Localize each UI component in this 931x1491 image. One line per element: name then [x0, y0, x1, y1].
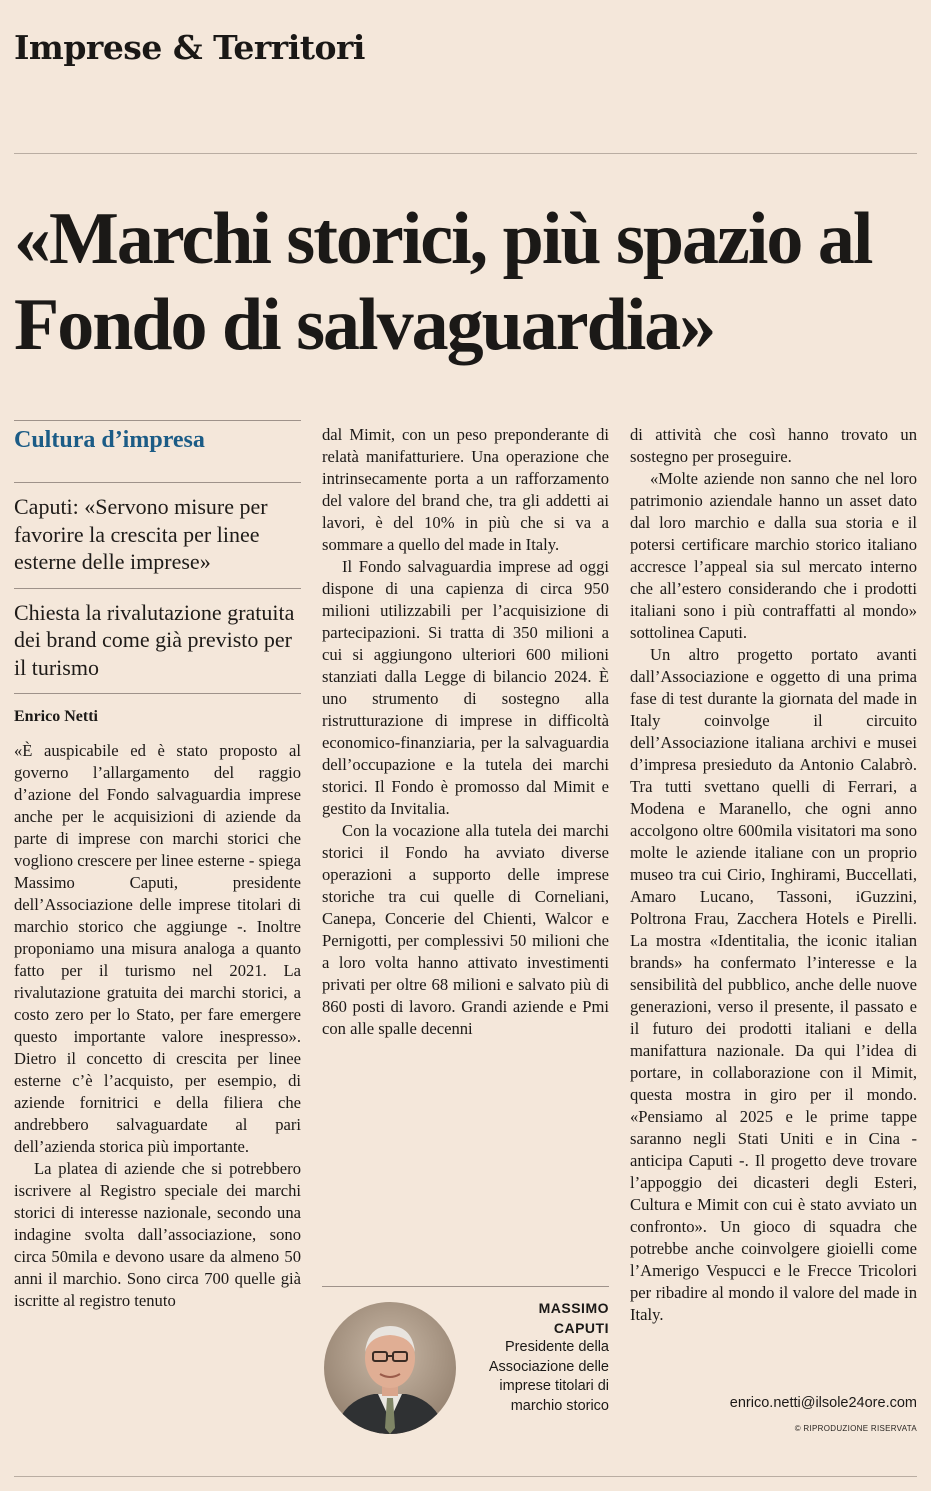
paragraph: Il Fondo salvaguardia imprese ad oggi dispone di una capienza di circa 950 milioni utilizzabili per l’acquisizione di partecipazioni. Si tratta di 350 milioni a cui si aggiungono ulteriori 600 milioni stanziati dalla Legge di bilancio 2024. È uno strumento di sostegno alla ristrutturazione di imprese in difficoltà economico-finanziaria, per la salvaguardia dell’occupazione e la tutela dei marchi storici. Il Fondo è promosso dal Mimit e gestito da Invitalia. — [322, 557, 609, 818]
column-right — [630, 424, 917, 1326]
column-middle — [322, 424, 609, 1040]
author-email: enrico.netti@ilsole24ore.com — [729, 1395, 917, 1411]
photo-caption-name — [489, 1298, 609, 1338]
top-divider — [14, 153, 917, 154]
author-byline: Enrico Netti — [14, 708, 98, 725]
subhead-1: Caputi: «Servono misure per favorire la crescita per linee esterne delle imprese» — [14, 494, 268, 574]
article-body-col2 — [322, 424, 609, 1040]
photo-caption-box — [322, 1286, 609, 1436]
photo-caption-role: Presidente della Associazione delle imprese titolari di marchio storico — [488, 1339, 609, 1414]
subhead-2: Chiesta la rivalutazione gratuita dei brand come già previsto per il turismo — [14, 599, 295, 680]
paragraph: «È auspicabile ed è stato proposto al governo l’allargamento del raggio d’azione del Fondo salvaguardia imprese anche per le acquisizioni di aziende da parte di imprese con marchi storici che vogliono crescere per linee esterne - spiega Massimo Caputi, presidente dell’Associazione delle imprese titolari di marchio storico che aggiunge -. Inoltre proponiamo una misura analoga a quanto fatto per il turismo nel 2021. La rivalutazione gratuita dei marchi storici, a costo zero per lo Stato, per fare emergere questo importante valore inespresso». Dietro il concetto di crescita per linee esterne c’è l’acquisto, per esempio, di aziende fornitrici e della filiera che andrebbero salvaguardate al pari dell’azienda storica più importante. — [14, 741, 301, 1156]
copyright-notice: © RIPRODUZIONE RISERVATA — [794, 1424, 917, 1433]
kicker: Cultura d’impresa — [14, 427, 205, 453]
portrait-photo — [324, 1302, 456, 1434]
divider — [322, 1286, 609, 1287]
divider — [14, 420, 301, 421]
paragraph: La platea di aziende che si potrebbero iscrivere al Registro speciale dei marchi storici di interesse nazionale, secondo una indagine svolta dall’associazione, sono circa 50mila e devono usare da almeno 50 anni il marchio. Sono circa 700 quelle già iscritte al registro tenuto — [14, 1159, 301, 1310]
portrait-image — [324, 1302, 456, 1434]
caption-name-last: CAPUTI — [553, 1320, 609, 1336]
article-headline: «Marchi storici, più spazio al Fondo di salvaguardia» — [14, 198, 872, 366]
bottom-divider — [14, 1476, 917, 1477]
divider — [14, 693, 301, 694]
column-left — [14, 420, 301, 1312]
article-body-col3 — [630, 424, 917, 1326]
caption-name-first: MASSIMO — [538, 1300, 609, 1316]
paragraph: di attività che così hanno trovato un sostegno per proseguire. — [630, 425, 917, 466]
article-body-col1 — [14, 740, 301, 1312]
paragraph: «Molte aziende non sanno che nel loro patrimonio aziendale hanno un asset dato dal loro marchio e dalla sua storia e il potersi certificare marchio storico italiano accresce l’appeal sia sul mercato interno che all’estero considerando che i prodotti italiani sono i più contraffatti al mondo» sottolinea Caputi. — [630, 469, 917, 642]
section-title: Imprese & Territori — [14, 28, 365, 67]
paragraph: Con la vocazione alla tutela dei marchi storici il Fondo ha avviato diverse operazioni a supporto delle imprese storiche tra cui quelle di Corneliani, Canepa, Concerie del Chienti, Walcor e Pernigotti, per complessivi 50 milioni che a loro volta hanno attivato investimenti privati per oltre 68 milioni e salvato più di 860 posti di lavoro. Grandi aziende e Pmi con alle spalle decenni — [322, 821, 609, 1038]
paragraph: Un altro progetto portato avanti dall’Associazione e oggetto di una prima fase di test durante la giornata del made in Italy coinvolge il circuito dell’Associazione italiana archivi e musei d’impresa presieduto da Antonio Calabrò. Tra tutti svettano quelli di Ferrari, a Modena e Maranello, che ogni anno accolgono oltre 600mila visitatori ma sono molte le aziende italiane con un proprio museo tra cui Cirio, Inghirami, Buccellati, Amaro Lucano, Tassoni, iGuzzini, Poltrona Frau, Zacchera Hotels e Pirelli. La mostra «Identitalia, the iconic italian brands» ha confermato l’interesse e la sensibilità del pubblico, anche delle nuove generazioni, verso il presente, il passato e il futuro dei prodotti italiani e della manifattura nazionale. Da qui l’idea di portare, in collaborazione con il Mimit, questa mostra in giro per il mondo. «Pensiamo al 2025 e le prime tappe saranno negli Stati Uniti e in Cina - anticipa Caputi -. Il progetto deve trovare l’appoggio dei dicasteri degli Esteri, Cultura e Mimit con cui è stato avviato un confronto». Un gioco di squadra che potrebbe anche coinvolgere gioielli come l’Amerigo Vespucci e le Frecce Tricolori per ribadire al mondo il valore del made in Italy. — [630, 645, 917, 1324]
paragraph: dal Mimit, con un peso preponderante di relatà manifatturiere. Una operazione che intrinsecamente porta a un rafforzamento del valore del brand che, tra gli addetti ai lavori, è del 10% in più che si va a sommare a quello del made in Italy. — [322, 425, 609, 554]
